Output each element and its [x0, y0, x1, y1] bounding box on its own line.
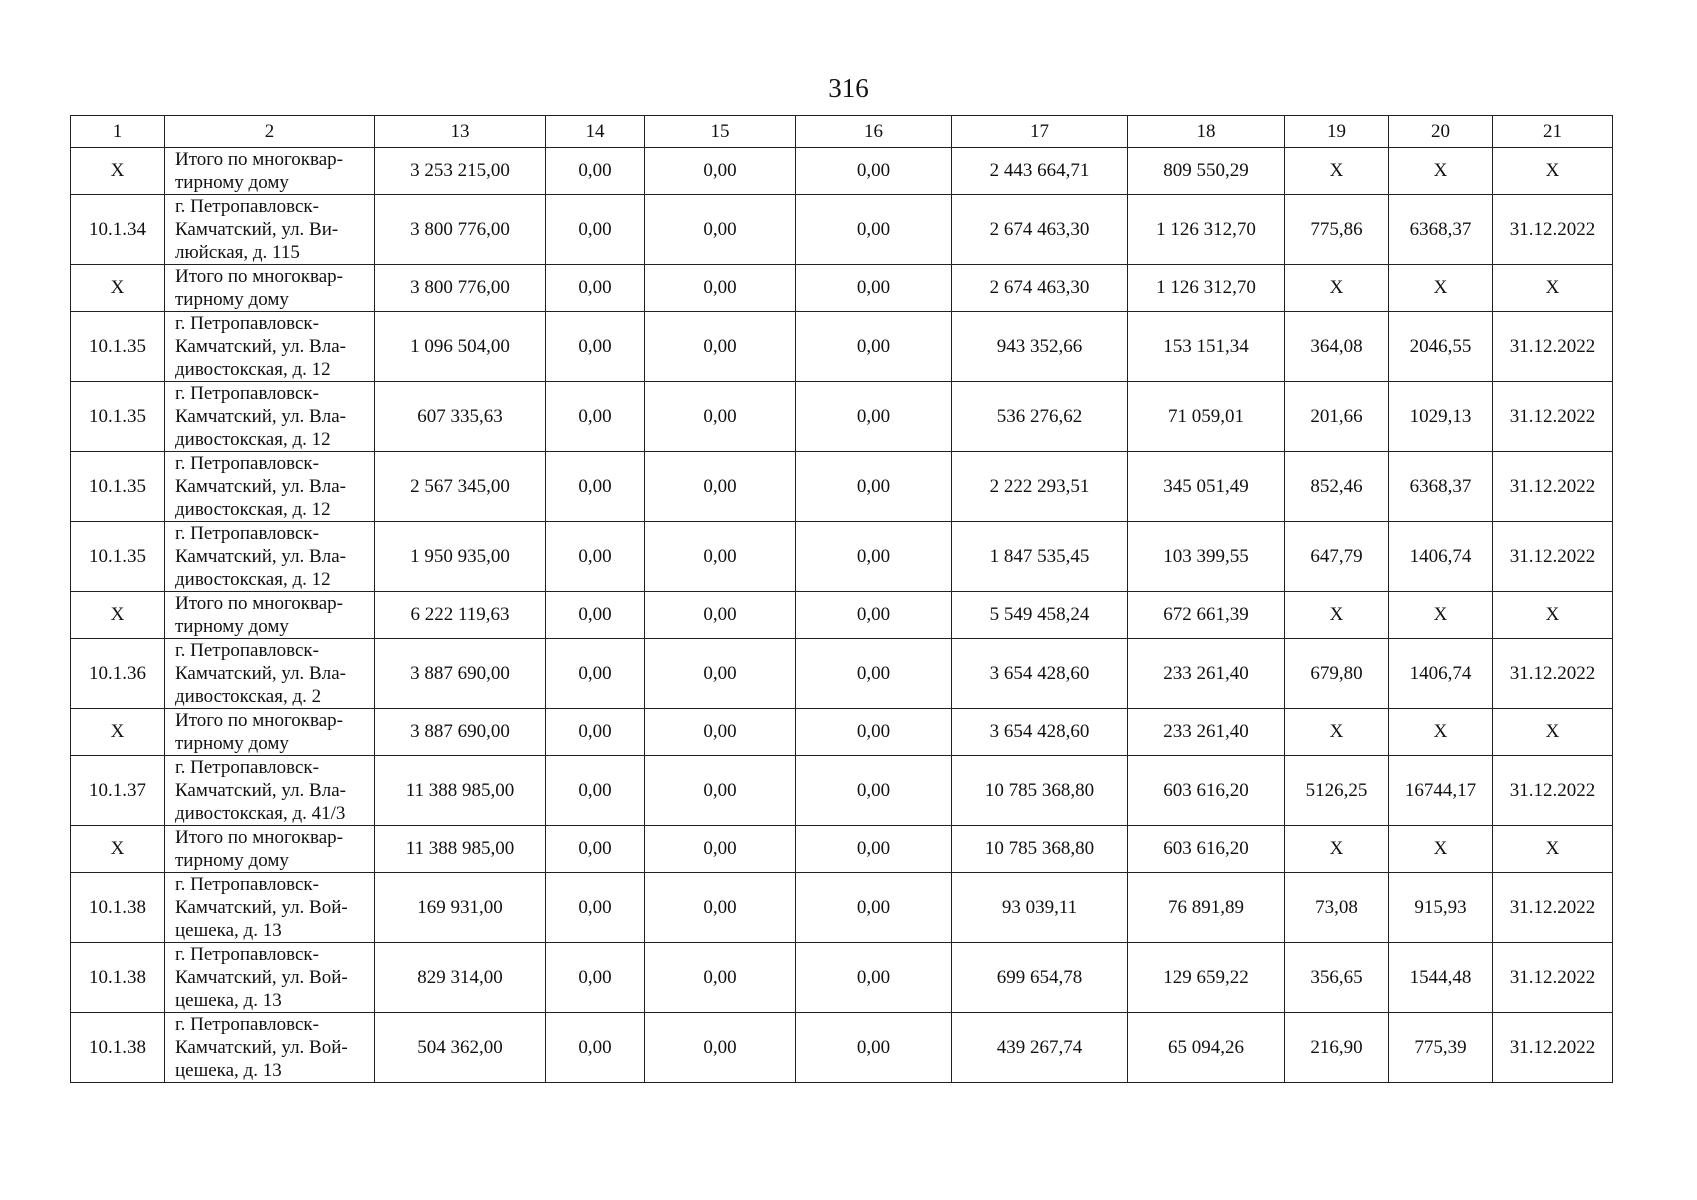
value-cell: 536 276,62 — [952, 382, 1128, 452]
value-cell: X — [1285, 592, 1389, 639]
object-name-cell — [165, 592, 375, 639]
value-cell: 2 674 463,30 — [952, 265, 1128, 312]
value-cell: 71 059,01 — [1128, 382, 1285, 452]
value-cell: 2 222 293,51 — [952, 452, 1128, 522]
value-cell: 0,00 — [796, 452, 952, 522]
cell-line: дивостокская, д. 41/3 — [175, 803, 346, 824]
cell-line: г. Петропавловск- — [175, 874, 319, 895]
value-cell: 0,00 — [796, 592, 952, 639]
data-table — [70, 115, 1613, 1083]
value-cell: 603 616,20 — [1128, 756, 1285, 826]
value-cell: 6368,37 — [1389, 452, 1493, 522]
value-cell: 31.12.2022 — [1493, 452, 1613, 522]
value-cell: 153 151,34 — [1128, 312, 1285, 382]
object-name-cell — [165, 265, 375, 312]
value-cell: 504 362,00 — [375, 1013, 546, 1083]
table-row — [71, 943, 1613, 1013]
value-cell: 0,00 — [546, 826, 645, 873]
table-row — [71, 382, 1613, 452]
value-cell: 1 096 504,00 — [375, 312, 546, 382]
value-cell: X — [1389, 826, 1493, 873]
table-row — [71, 195, 1613, 265]
value-cell: 1029,13 — [1389, 382, 1493, 452]
value-cell: 0,00 — [796, 522, 952, 592]
value-cell: X — [1493, 826, 1613, 873]
value-cell: 0,00 — [546, 452, 645, 522]
cell-line: Камчатский, ул. Вла- — [175, 476, 346, 497]
value-cell: 31.12.2022 — [1493, 1013, 1613, 1083]
cell-line: Итого по многоквар- — [175, 266, 343, 287]
cell-line: Итого по многоквар- — [175, 149, 343, 170]
value-cell: 10 785 368,80 — [952, 756, 1128, 826]
value-cell: 31.12.2022 — [1493, 195, 1613, 265]
value-cell: 0,00 — [645, 756, 796, 826]
cell-line: Камчатский, ул. Вой- — [175, 897, 348, 918]
value-cell: 3 253 215,00 — [375, 148, 546, 195]
value-cell: 216,90 — [1285, 1013, 1389, 1083]
value-cell: 2 567 345,00 — [375, 452, 546, 522]
value-cell: 0,00 — [546, 1013, 645, 1083]
value-cell: 0,00 — [645, 312, 796, 382]
value-cell: 0,00 — [546, 709, 645, 756]
value-cell: 31.12.2022 — [1493, 312, 1613, 382]
value-cell: 6368,37 — [1389, 195, 1493, 265]
cell-line: цешека, д. 13 — [175, 920, 282, 941]
value-cell: 0,00 — [796, 195, 952, 265]
value-cell: 3 654 428,60 — [952, 709, 1128, 756]
row-number-cell: 10.1.38 — [71, 943, 165, 1013]
value-cell: 943 352,66 — [952, 312, 1128, 382]
value-cell: 0,00 — [645, 592, 796, 639]
table-row — [71, 873, 1613, 943]
table-row — [71, 452, 1613, 522]
value-cell: 169 931,00 — [375, 873, 546, 943]
value-cell: 3 887 690,00 — [375, 639, 546, 709]
value-cell: 439 267,74 — [952, 1013, 1128, 1083]
value-cell: 6 222 119,63 — [375, 592, 546, 639]
value-cell: 31.12.2022 — [1493, 522, 1613, 592]
cell-line: Камчатский, ул. Вла- — [175, 336, 346, 357]
cell-line: г. Петропавловск- — [175, 383, 319, 404]
value-cell: 233 261,40 — [1128, 639, 1285, 709]
value-cell: 16744,17 — [1389, 756, 1493, 826]
value-cell: 5126,25 — [1285, 756, 1389, 826]
cell-line: цешека, д. 13 — [175, 1060, 282, 1081]
value-cell: 3 654 428,60 — [952, 639, 1128, 709]
value-cell: 31.12.2022 — [1493, 943, 1613, 1013]
row-number-cell: X — [71, 148, 165, 195]
object-name-cell — [165, 452, 375, 522]
value-cell: X — [1389, 148, 1493, 195]
table-row — [71, 312, 1613, 382]
value-cell: 3 800 776,00 — [375, 265, 546, 312]
header-row — [71, 116, 1613, 148]
table-row — [71, 639, 1613, 709]
cell-line: дивостокская, д. 2 — [175, 686, 322, 707]
cell-line: Итого по многоквар- — [175, 827, 343, 848]
value-cell: X — [1285, 148, 1389, 195]
cell-line: тирному дому — [175, 172, 289, 193]
object-name-cell — [165, 873, 375, 943]
value-cell: 699 654,78 — [952, 943, 1128, 1013]
value-cell: 3 800 776,00 — [375, 195, 546, 265]
value-cell: 0,00 — [645, 873, 796, 943]
object-name-cell — [165, 756, 375, 826]
value-cell: 31.12.2022 — [1493, 873, 1613, 943]
row-number-cell: X — [71, 592, 165, 639]
value-cell: 0,00 — [645, 148, 796, 195]
value-cell: 0,00 — [645, 826, 796, 873]
value-cell: X — [1285, 265, 1389, 312]
value-cell: 201,66 — [1285, 382, 1389, 452]
row-number-cell: 10.1.37 — [71, 756, 165, 826]
value-cell: 647,79 — [1285, 522, 1389, 592]
object-name-cell — [165, 312, 375, 382]
value-cell: 0,00 — [796, 709, 952, 756]
column-header: 18 — [1128, 116, 1285, 148]
value-cell: X — [1493, 265, 1613, 312]
value-cell: X — [1389, 709, 1493, 756]
value-cell: 1 847 535,45 — [952, 522, 1128, 592]
object-name-cell — [165, 382, 375, 452]
value-cell: 3 887 690,00 — [375, 709, 546, 756]
row-number-cell: 10.1.36 — [71, 639, 165, 709]
row-number-cell: 10.1.38 — [71, 1013, 165, 1083]
cell-line: Камчатский, ул. Вой- — [175, 1037, 348, 1058]
cell-line: тирному дому — [175, 733, 289, 754]
cell-line: г. Петропавловск- — [175, 944, 319, 965]
column-header: 2 — [165, 116, 375, 148]
cell-line: дивостокская, д. 12 — [175, 359, 331, 380]
value-cell: 0,00 — [796, 1013, 952, 1083]
object-name-cell — [165, 522, 375, 592]
value-cell: 915,93 — [1389, 873, 1493, 943]
value-cell: 345 051,49 — [1128, 452, 1285, 522]
column-header: 13 — [375, 116, 546, 148]
value-cell: 31.12.2022 — [1493, 639, 1613, 709]
cell-line: г. Петропавловск- — [175, 640, 319, 661]
cell-line: г. Петропавловск- — [175, 757, 319, 778]
cell-line: г. Петропавловск- — [175, 1014, 319, 1035]
value-cell: 1544,48 — [1389, 943, 1493, 1013]
cell-line: тирному дому — [175, 616, 289, 637]
value-cell: 356,65 — [1285, 943, 1389, 1013]
cell-line: тирному дому — [175, 850, 289, 871]
cell-line: Итого по многоквар- — [175, 710, 343, 731]
value-cell: 0,00 — [796, 943, 952, 1013]
value-cell: 10 785 368,80 — [952, 826, 1128, 873]
row-number-cell: 10.1.38 — [71, 873, 165, 943]
value-cell: X — [1493, 709, 1613, 756]
value-cell: 672 661,39 — [1128, 592, 1285, 639]
object-name-cell — [165, 1013, 375, 1083]
cell-line: г. Петропавловск- — [175, 196, 319, 217]
object-name-cell — [165, 709, 375, 756]
value-cell: 11 388 985,00 — [375, 826, 546, 873]
table-row — [71, 1013, 1613, 1083]
value-cell: 0,00 — [796, 382, 952, 452]
value-cell: 31.12.2022 — [1493, 756, 1613, 826]
cell-line: дивостокская, д. 12 — [175, 429, 331, 450]
total-row — [71, 265, 1613, 312]
value-cell: 233 261,40 — [1128, 709, 1285, 756]
value-cell: 0,00 — [645, 709, 796, 756]
value-cell: 0,00 — [645, 195, 796, 265]
cell-line: тирному дому — [175, 289, 289, 310]
value-cell: 93 039,11 — [952, 873, 1128, 943]
cell-line: Камчатский, ул. Вла- — [175, 546, 346, 567]
value-cell: 1406,74 — [1389, 639, 1493, 709]
value-cell: 0,00 — [645, 265, 796, 312]
total-row — [71, 592, 1613, 639]
value-cell: 2 443 664,71 — [952, 148, 1128, 195]
column-header: 19 — [1285, 116, 1389, 148]
value-cell: 0,00 — [546, 639, 645, 709]
value-cell: 679,80 — [1285, 639, 1389, 709]
column-header: 21 — [1493, 116, 1613, 148]
cell-line: Камчатский, ул. Ви- — [175, 219, 339, 240]
value-cell: 0,00 — [796, 873, 952, 943]
value-cell: 0,00 — [546, 382, 645, 452]
row-number-cell: 10.1.35 — [71, 382, 165, 452]
cell-line: г. Петропавловск- — [175, 523, 319, 544]
value-cell: 0,00 — [546, 756, 645, 826]
value-cell: 0,00 — [546, 873, 645, 943]
value-cell: 0,00 — [796, 639, 952, 709]
object-name-cell — [165, 195, 375, 265]
value-cell: 0,00 — [546, 148, 645, 195]
table-row — [71, 756, 1613, 826]
value-cell: 129 659,22 — [1128, 943, 1285, 1013]
row-number-cell: X — [71, 265, 165, 312]
row-number-cell: 10.1.34 — [71, 195, 165, 265]
cell-line: Камчатский, ул. Вла- — [175, 406, 346, 427]
value-cell: 2 674 463,30 — [952, 195, 1128, 265]
value-cell: 0,00 — [645, 522, 796, 592]
value-cell: 775,39 — [1389, 1013, 1493, 1083]
value-cell: X — [1285, 709, 1389, 756]
value-cell: X — [1389, 592, 1493, 639]
cell-line: дивостокская, д. 12 — [175, 569, 331, 590]
column-header: 14 — [546, 116, 645, 148]
page-number: 316 — [828, 73, 869, 103]
value-cell: 1 126 312,70 — [1128, 265, 1285, 312]
table-row — [71, 522, 1613, 592]
value-cell: 0,00 — [645, 943, 796, 1013]
total-row — [71, 826, 1613, 873]
value-cell: 0,00 — [546, 195, 645, 265]
value-cell: 2046,55 — [1389, 312, 1493, 382]
value-cell: 103 399,55 — [1128, 522, 1285, 592]
table-body — [71, 148, 1613, 1083]
value-cell: 0,00 — [796, 312, 952, 382]
object-name-cell — [165, 826, 375, 873]
total-row — [71, 148, 1613, 195]
value-cell: 852,46 — [1285, 452, 1389, 522]
total-row — [71, 709, 1613, 756]
cell-line: цешека, д. 13 — [175, 990, 282, 1011]
value-cell: 0,00 — [546, 522, 645, 592]
value-cell: 0,00 — [546, 592, 645, 639]
value-cell: 607 335,63 — [375, 382, 546, 452]
column-header: 17 — [952, 116, 1128, 148]
value-cell: X — [1493, 148, 1613, 195]
column-header: 16 — [796, 116, 952, 148]
cell-line: Итого по многоквар- — [175, 593, 343, 614]
value-cell: 775,86 — [1285, 195, 1389, 265]
value-cell: 73,08 — [1285, 873, 1389, 943]
value-cell: 1 126 312,70 — [1128, 195, 1285, 265]
row-number-cell: 10.1.35 — [71, 312, 165, 382]
value-cell: 1406,74 — [1389, 522, 1493, 592]
value-cell: 31.12.2022 — [1493, 382, 1613, 452]
row-number-cell: 10.1.35 — [71, 452, 165, 522]
value-cell: 0,00 — [645, 382, 796, 452]
column-header: 20 — [1389, 116, 1493, 148]
value-cell: 5 549 458,24 — [952, 592, 1128, 639]
row-number-cell: 10.1.35 — [71, 522, 165, 592]
value-cell: 0,00 — [645, 452, 796, 522]
value-cell: 603 616,20 — [1128, 826, 1285, 873]
object-name-cell — [165, 148, 375, 195]
cell-line: Камчатский, ул. Вла- — [175, 663, 346, 684]
cell-line: люйская, д. 115 — [175, 242, 300, 263]
cell-line: г. Петропавловск- — [175, 313, 319, 334]
value-cell: 0,00 — [546, 943, 645, 1013]
value-cell: X — [1493, 592, 1613, 639]
value-cell: X — [1285, 826, 1389, 873]
value-cell: 1 950 935,00 — [375, 522, 546, 592]
value-cell: 829 314,00 — [375, 943, 546, 1013]
value-cell: 76 891,89 — [1128, 873, 1285, 943]
cell-line: г. Петропавловск- — [175, 453, 319, 474]
object-name-cell — [165, 639, 375, 709]
value-cell: 809 550,29 — [1128, 148, 1285, 195]
value-cell: 364,08 — [1285, 312, 1389, 382]
row-number-cell: X — [71, 826, 165, 873]
value-cell: 11 388 985,00 — [375, 756, 546, 826]
value-cell: 0,00 — [546, 312, 645, 382]
object-name-cell — [165, 943, 375, 1013]
column-header: 1 — [71, 116, 165, 148]
value-cell: 0,00 — [796, 826, 952, 873]
value-cell: 0,00 — [796, 148, 952, 195]
column-header: 15 — [645, 116, 796, 148]
cell-line: Камчатский, ул. Вла- — [175, 780, 346, 801]
value-cell: 65 094,26 — [1128, 1013, 1285, 1083]
value-cell: 0,00 — [546, 265, 645, 312]
value-cell: 0,00 — [796, 265, 952, 312]
value-cell: 0,00 — [645, 639, 796, 709]
cell-line: дивостокская, д. 12 — [175, 499, 331, 520]
cell-line: Камчатский, ул. Вой- — [175, 967, 348, 988]
value-cell: 0,00 — [796, 756, 952, 826]
value-cell: X — [1389, 265, 1493, 312]
value-cell: 0,00 — [645, 1013, 796, 1083]
row-number-cell: X — [71, 709, 165, 756]
